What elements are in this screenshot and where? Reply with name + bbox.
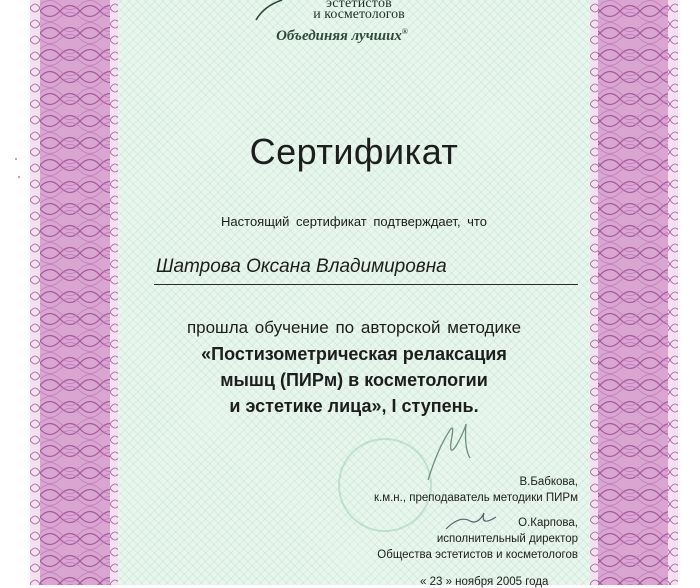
logo-slogan: Объединяя лучших® [276, 27, 408, 44]
course-title [118, 341, 590, 419]
recipient-name: Шатрова Оксана Владимировна [156, 256, 447, 277]
issue-date: « 23 » ноября 2005 года [420, 576, 549, 588]
certificate-title: Сертификат [249, 131, 459, 172]
logo-line-1: эстетистов [326, 0, 392, 11]
signatory-1-name: В.Бабкова, [519, 476, 578, 488]
confirm-text: Настоящий сертификат подтверждает, что [221, 214, 487, 229]
course-line-2: мышц (ПИРм) в косметологии [220, 370, 488, 390]
registered-mark: ® [401, 27, 408, 36]
signatory-1-title: к.м.н., преподаватель методики ПИРм [373, 492, 578, 504]
signatory-2 [377, 515, 578, 563]
signatory-1 [374, 474, 578, 506]
course-line-1: «Постизометрическая релаксация [201, 344, 507, 364]
logo-line-2: и косметологов [313, 7, 405, 22]
speck [18, 176, 20, 178]
logo-swoosh-icon [252, 0, 292, 22]
course-line-3: и эстетике лица», I ступень. [229, 396, 479, 416]
signatory-2-title-1: исполнительный директор [436, 533, 578, 545]
signatory-2-title-2: Общества эстетистов и косметологов [377, 549, 578, 561]
signatory-2-name: О.Карпова, [518, 517, 578, 529]
speck [15, 158, 17, 160]
completed-text: прошла обучение по авторской методике [186, 318, 522, 337]
name-underline [154, 284, 578, 285]
